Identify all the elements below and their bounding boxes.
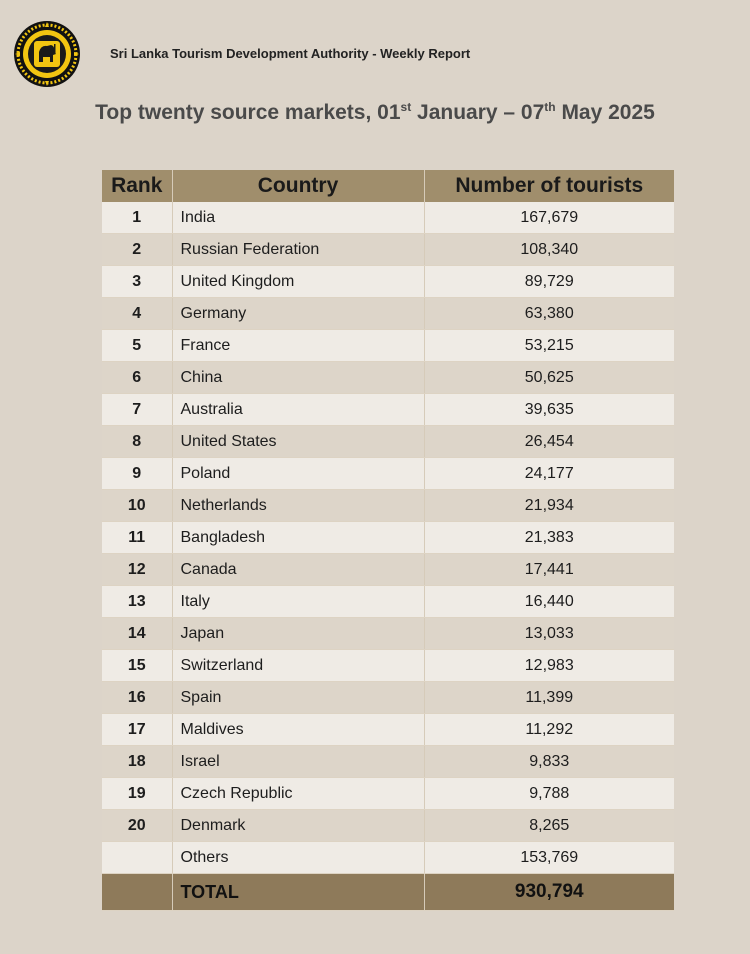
total-row <box>102 874 674 911</box>
table-row <box>102 458 674 490</box>
table-row <box>102 202 674 234</box>
country-cell: Netherlands <box>172 490 424 522</box>
rank-cell: 15 <box>102 650 172 682</box>
rank-cell: 3 <box>102 266 172 298</box>
country-cell: Canada <box>172 554 424 586</box>
table-row <box>102 650 674 682</box>
rank-cell: 20 <box>102 810 172 842</box>
others-row <box>102 842 674 874</box>
tourists-cell: 16,440 <box>424 586 674 618</box>
rank-cell: 8 <box>102 426 172 458</box>
tourists-cell: 8,265 <box>424 810 674 842</box>
title-superscript-start: st <box>400 100 412 114</box>
country-cell: France <box>172 330 424 362</box>
rank-cell: 16 <box>102 682 172 714</box>
country-cell: Denmark <box>172 810 424 842</box>
tourists-cell: 89,729 <box>424 266 674 298</box>
table-row <box>102 746 674 778</box>
rank-cell <box>102 874 172 911</box>
table-row <box>102 490 674 522</box>
rank-cell: 13 <box>102 586 172 618</box>
rank-cell: 5 <box>102 330 172 362</box>
title-superscript-end: th <box>544 100 556 114</box>
others-label: Others <box>172 842 424 874</box>
rank-cell: 2 <box>102 234 172 266</box>
tourists-cell: 50,625 <box>424 362 674 394</box>
country-cell: Australia <box>172 394 424 426</box>
tourists-cell: 167,679 <box>424 202 674 234</box>
tourists-cell: 24,177 <box>424 458 674 490</box>
page-title <box>0 100 750 125</box>
tourists-cell: 9,788 <box>424 778 674 810</box>
country-cell: Switzerland <box>172 650 424 682</box>
others-tourists: 153,769 <box>424 842 674 874</box>
table-row <box>102 426 674 458</box>
table-header-row <box>102 170 674 202</box>
country-cell: United Kingdom <box>172 266 424 298</box>
rank-cell <box>102 842 172 874</box>
country-cell: Israel <box>172 746 424 778</box>
organization-name: Sri Lanka Tourism Development Authority - Weekly Report <box>110 46 471 61</box>
rank-cell: 6 <box>102 362 172 394</box>
tourists-cell: 17,441 <box>424 554 674 586</box>
rank-cell: 18 <box>102 746 172 778</box>
rank-cell: 12 <box>102 554 172 586</box>
rank-cell: 1 <box>102 202 172 234</box>
country-cell: Spain <box>172 682 424 714</box>
rank-cell: 9 <box>102 458 172 490</box>
rank-cell: 19 <box>102 778 172 810</box>
country-cell: United States <box>172 426 424 458</box>
country-cell: Bangladesh <box>172 522 424 554</box>
country-cell: Germany <box>172 298 424 330</box>
table-row <box>102 618 674 650</box>
country-cell: Japan <box>172 618 424 650</box>
rank-cell: 14 <box>102 618 172 650</box>
table-row <box>102 778 674 810</box>
country-cell: India <box>172 202 424 234</box>
tourists-cell: 21,934 <box>424 490 674 522</box>
sltda-logo-icon <box>13 20 81 88</box>
table-row <box>102 234 674 266</box>
total-label: TOTAL <box>172 874 424 911</box>
country-cell: Czech Republic <box>172 778 424 810</box>
table-row <box>102 714 674 746</box>
column-header-rank: Rank <box>102 170 172 202</box>
table-row <box>102 522 674 554</box>
tourists-cell: 11,292 <box>424 714 674 746</box>
tourists-cell: 13,033 <box>424 618 674 650</box>
tourists-cell: 21,383 <box>424 522 674 554</box>
tourists-cell: 26,454 <box>424 426 674 458</box>
tourists-cell: 39,635 <box>424 394 674 426</box>
country-cell: Italy <box>172 586 424 618</box>
rank-cell: 11 <box>102 522 172 554</box>
title-text-end: May 2025 <box>555 101 655 124</box>
title-text-start: Top twenty source markets, 01 <box>95 101 401 124</box>
table-row <box>102 362 674 394</box>
table-body <box>102 202 674 911</box>
table-row <box>102 394 674 426</box>
table-row <box>102 810 674 842</box>
tourists-cell: 108,340 <box>424 234 674 266</box>
table-row <box>102 554 674 586</box>
column-header-country: Country <box>172 170 424 202</box>
country-cell: Maldives <box>172 714 424 746</box>
country-cell: China <box>172 362 424 394</box>
rank-cell: 10 <box>102 490 172 522</box>
tourists-cell: 12,983 <box>424 650 674 682</box>
total-tourists: 930,794 <box>424 874 674 911</box>
title-text-middle: January – 07 <box>411 101 545 124</box>
rank-cell: 17 <box>102 714 172 746</box>
table-row <box>102 266 674 298</box>
tourists-cell: 9,833 <box>424 746 674 778</box>
table-row <box>102 682 674 714</box>
rank-cell: 7 <box>102 394 172 426</box>
country-cell: Poland <box>172 458 424 490</box>
rank-cell: 4 <box>102 298 172 330</box>
column-header-tourists: Number of tourists <box>424 170 674 202</box>
table-row <box>102 330 674 362</box>
source-markets-table <box>102 170 674 911</box>
tourists-cell: 11,399 <box>424 682 674 714</box>
table-row <box>102 586 674 618</box>
tourists-cell: 53,215 <box>424 330 674 362</box>
table-row <box>102 298 674 330</box>
tourists-cell: 63,380 <box>424 298 674 330</box>
country-cell: Russian Federation <box>172 234 424 266</box>
